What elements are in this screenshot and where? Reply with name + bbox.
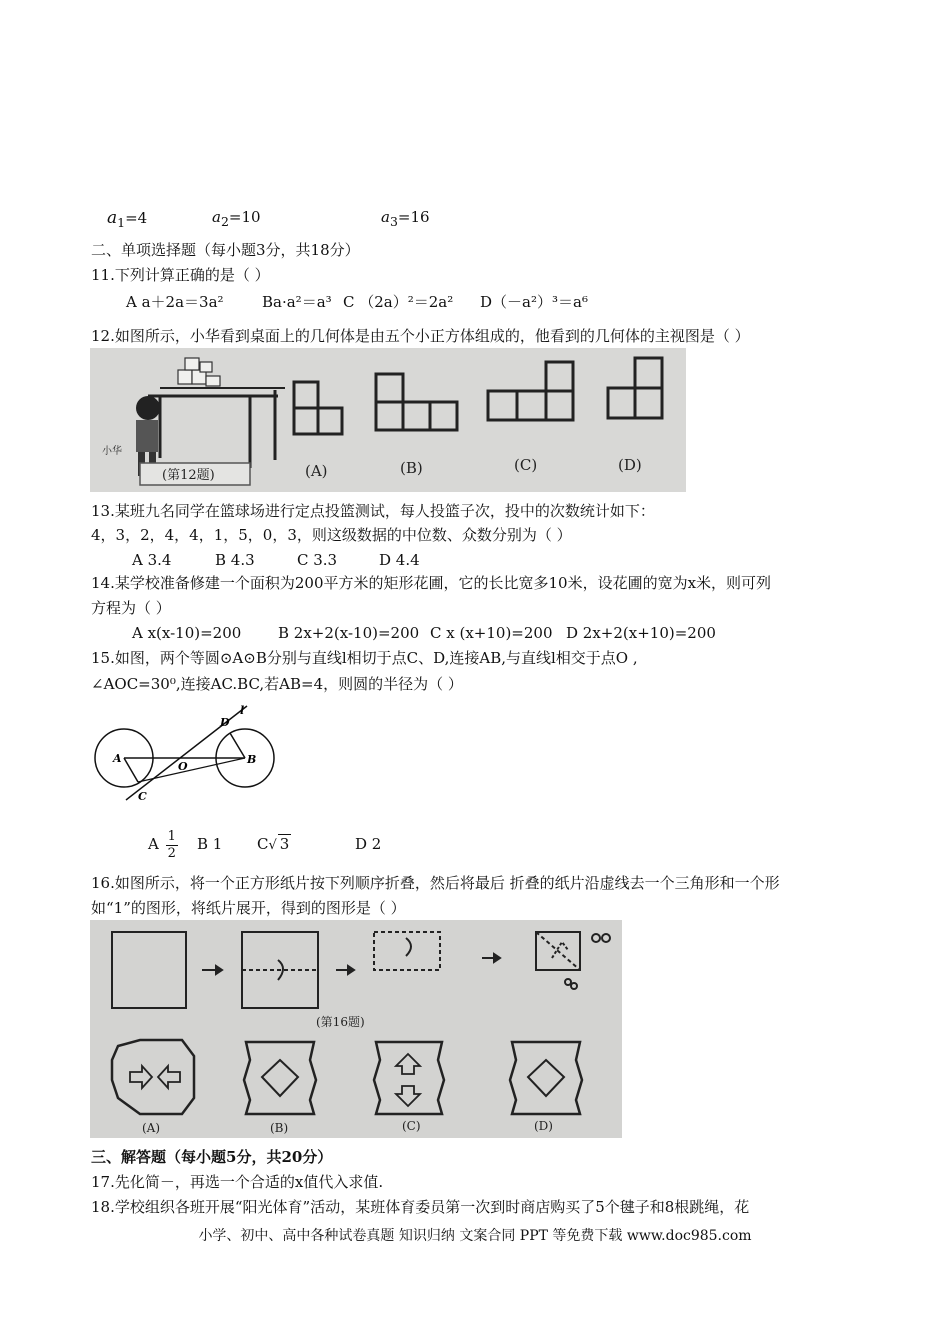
segment-bd [230, 733, 245, 758]
q17-stem: 17.先化简－，再选一个合适的x值代入求值. [91, 1173, 384, 1191]
q12-label-d: (D) [618, 456, 642, 474]
q16-choice-b-shape [244, 1042, 316, 1114]
q12-fig-caption: (第12题) [162, 468, 215, 483]
q16-label-a: (A) [142, 1121, 161, 1135]
q12-stem: 12.如图所示，小华看到桌面上的几何体是由五个小正方体组成的，他看到的几何体的主视图是（ ） [91, 327, 750, 345]
point-c-label: C [138, 790, 147, 803]
line-l-label: l [240, 704, 245, 717]
q15-option-c: C√ 3 [257, 835, 290, 853]
q14-option-c: C x (x+10)=200 [430, 624, 553, 642]
q12-view-c [488, 362, 573, 420]
q11-option-d: D（－a²）³＝a⁶ [480, 293, 588, 311]
q18-stem: 18.学校组织各班开展“阳光体育”活动，某班体育委员第一次到时商店购买了5个毽子和8根跳绳，花 [91, 1198, 750, 1216]
q16-choice-c-shape [374, 1042, 444, 1114]
q11-stem: 11.下列计算正确的是（ ） [91, 266, 270, 284]
q16-label-d: (D) [534, 1119, 553, 1133]
point-o-label: O [178, 760, 188, 773]
q13-option-a: A 3.4 [132, 551, 172, 569]
q12-person-label: 小华 [102, 446, 122, 457]
q12-figure [90, 348, 686, 492]
point-a-label: A [113, 752, 122, 765]
q16-stem-line2: 如“1”的图形，将纸片展开，得到的图形是（ ） [91, 899, 406, 917]
q12-view-b [376, 374, 457, 430]
fold-step-1 [112, 932, 186, 1008]
q13-option-c: C 3.3 [297, 551, 338, 569]
q15-option-a: A $\frac{1}{2}$ [148, 828, 176, 861]
q15-stem-line1: 15.如图，两个等圆⊙A⊙B分别与直线l相切于点C、D,连接AB,与直线l相交于点O , [91, 649, 638, 667]
q16-fig-caption: (第16题) [316, 1015, 365, 1029]
q11-option-c: C （2a）²＝2a² [343, 293, 454, 311]
q15-option-b: B 1 [197, 835, 223, 853]
section2-title: 二、单项选择题（每小题3分，共18分） [91, 241, 360, 259]
q14-stem-line2: 方程为（ ） [91, 599, 171, 617]
q16-label-c: (C) [402, 1119, 421, 1133]
q14-stem-line1: 14.某学校准备修建一个面积为200平方米的矩形花圃，它的长比宽多10米，设花圃的宽为x米，则可列 [91, 574, 772, 592]
segment-bc [138, 758, 245, 782]
q12-view-a [294, 382, 342, 434]
sequence-a2: $a_2=10$ [212, 208, 261, 229]
q15-fraction: $\frac{1}{2}$ [167, 828, 176, 861]
q13-option-d: D 4.4 [379, 551, 420, 569]
q11-option-a: A a＋2a＝3a² [126, 293, 224, 311]
point-d-label: D [220, 716, 230, 729]
q13-option-b: B 4.3 [215, 551, 255, 569]
q12-label-b: (B) [400, 459, 423, 477]
q16-label-b: (B) [270, 1121, 289, 1135]
q12-label-c: (C) [514, 456, 538, 474]
q15-option-d: D 2 [355, 835, 382, 853]
q16-stem-line1: 16.如图所示，将一个正方形纸片按下列顺序折叠，然后将最后 折叠的纸片沿虚线去一个三角形和一个形 [91, 874, 780, 892]
q12-cubes-drawing [178, 358, 220, 386]
q13-stem: 13.某班九名同学在篮球场进行定点投篮测试，每人投篮子次，投中的次数统计如下： [91, 502, 655, 520]
q15-stem-line2: ∠AOC=30⁰,连接AC.BC,若AB=4，则圆的半径为（ ） [91, 675, 463, 693]
q13-data: 4，3，2，4，4，1，5，0，3，则这级数据的中位数、众数分别为（ ） [91, 526, 572, 544]
sequence-a1: $a_1=4$ [107, 208, 148, 230]
q14-option-b: B 2x+2(x-10)=200 [278, 624, 420, 642]
footer-text: 小学、初中、高中各种试卷真题 知识归纳 文案合同 PPT 等免费下载 www.doc985.com [198, 1228, 752, 1244]
q16-choice-d-shape [510, 1042, 582, 1114]
segment-ac [124, 758, 138, 782]
q14-option-a: A x(x-10)=200 [132, 624, 242, 642]
q14-option-d: D 2x+2(x+10)=200 [566, 624, 716, 642]
q11-option-b: Ba·a²＝a³ [262, 293, 332, 311]
point-b-label: B [247, 753, 257, 766]
q15-figure [90, 700, 290, 810]
section3-title: 三、解答题（每小题5分，共20分） [91, 1148, 333, 1166]
q12-view-d [608, 358, 662, 418]
q12-label-a: (A) [305, 462, 328, 480]
q16-figure [90, 920, 622, 1138]
sequence-a3: $a_3=16$ [381, 208, 430, 229]
q12-table-drawing [148, 388, 285, 468]
